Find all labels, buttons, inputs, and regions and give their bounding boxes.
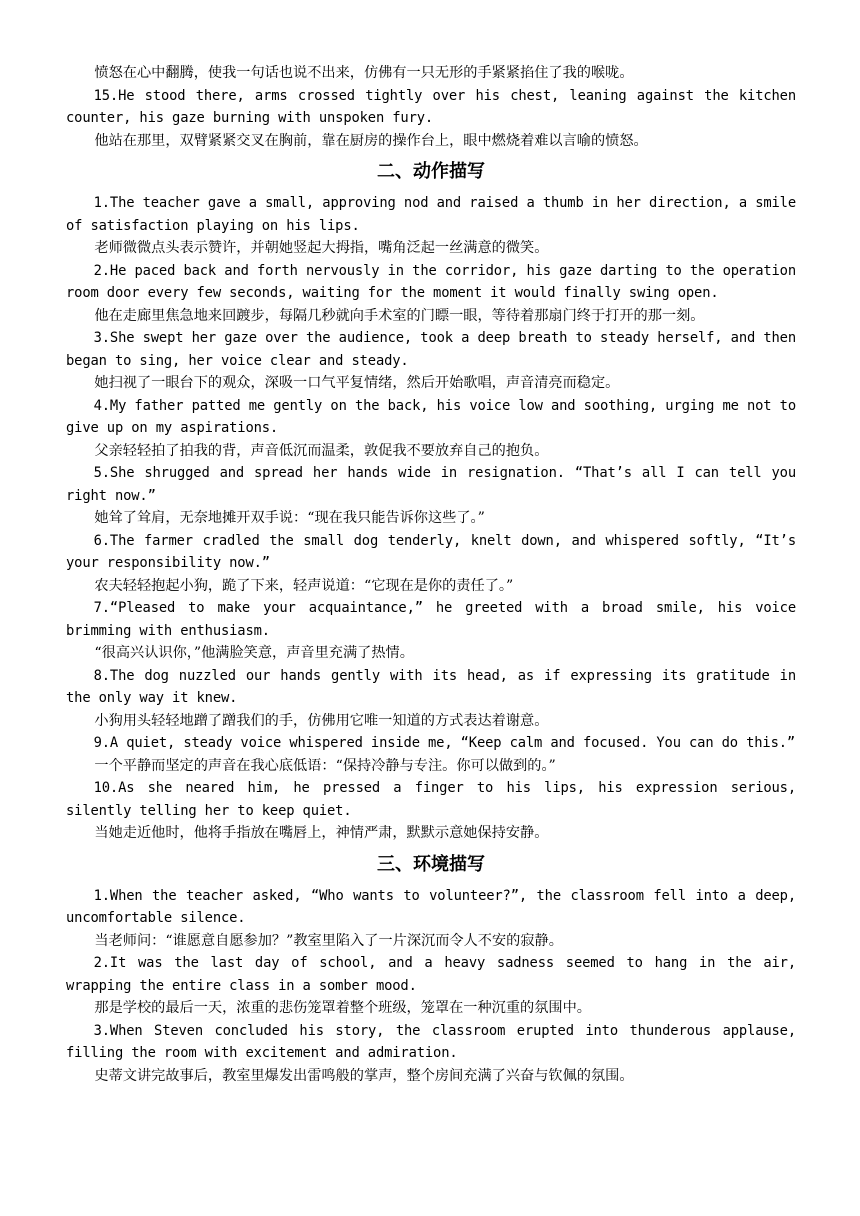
english-sentence: 4.My father patted me gently on the back, his voice low and soothing, urging me not to give up on my aspirations.	[66, 397, 796, 436]
paragraph-group-action	[66, 192, 796, 845]
english-sentence: 15.He stood there, arms crossed tightly over his chest, leaning against the kitchen counter, his gaze burning with unspoken fury.	[66, 87, 796, 126]
english-sentence: 7.“Pleased to make your acquaintance,” he greeted with a broad smile, his voice brimming with enthusiasm.	[66, 600, 796, 639]
english-sentence: 2.It was the last day of school, and a heavy sadness seemed to hang in the air, wrapping the entire class in a somber mood.	[66, 955, 796, 994]
english-sentence: 8.The dog nuzzled our hands gently with its head, as if expressing its gratitude in the only way it knew.	[66, 667, 796, 706]
chinese-translation: 她扫视了一眼台下的观众，深吸一口气平复情绪，然后开始歌唱，声音清亮而稳定。	[94, 375, 620, 391]
chinese-translation: “很高兴认识你，”他满脸笑意，声音里充满了热情。	[94, 645, 414, 661]
chinese-translation: 当她走近他时，他将手指放在嘴唇上，神情严肃，默默示意她保持安静。	[94, 825, 549, 841]
chinese-translation: 她耸了耸肩，无奈地摊开双手说：“现在我只能告诉你这些了。”	[94, 510, 485, 526]
chinese-translation: 他站在那里，双臂紧紧交叉在胸前，靠在厨房的操作台上，眼中燃烧着难以言喻的愤怒。	[94, 132, 648, 149]
section-heading-action: 二、动作描写	[377, 161, 485, 182]
english-sentence: 2.He paced back and forth nervously in the corridor, his gaze darting to the operation room door every few seconds, waiting for the moment it would finally swing open.	[66, 262, 796, 301]
section-heading-environment: 三、环境描写	[377, 853, 485, 875]
english-sentence: 1.When the teacher asked, “Who wants to volunteer?”, the classroom fell into a deep, uncomfortable silence.	[66, 887, 796, 926]
chinese-translation: 一个平静而坚定的声音在我心底低语：“保持冷静与专注。你可以做到的。”	[94, 757, 556, 774]
english-sentence: 6.The farmer cradled the small dog tenderly, knelt down, and whispered softly, “It’s your responsibility now.”	[66, 532, 796, 571]
english-sentence: 10.As she neared him, he pressed a finger to his lips, his expression serious, silently telling her to keep quiet.	[66, 780, 796, 819]
chinese-translation: 小狗用头轻轻地蹭了蹭我们的手，仿佛用它唯一知道的方式表达着谢意。	[94, 712, 549, 729]
chinese-translation: 农夫轻轻抱起小狗，跪了下来，轻声说道：“它现在是你的责任了。”	[94, 577, 514, 594]
chinese-translation: 当老师问：“谁愿意自愿参加？”教室里陷入了一片深沉而令人不安的寂静。	[94, 932, 563, 949]
english-sentence: 3.She swept her gaze over the audience, took a deep breath to steady herself, and then began to sing, her voice clear and steady.	[66, 330, 796, 369]
chinese-translation: 愤怒在心中翻腾，使我一句话也说不出来，仿佛有一只无形的手紧紧掐住了我的喉咙。	[94, 65, 634, 81]
chinese-translation: 那是学校的最后一天，浓重的悲伤笼罩着整个班级，笼罩在一种沉重的氛围中。	[94, 1000, 591, 1016]
paragraph-group-environment	[66, 885, 796, 1088]
chinese-translation: 父亲轻轻拍了拍我的背，声音低沉而温柔，敦促我不要放弃自己的抱负。	[94, 442, 549, 459]
english-sentence: 5.She shrugged and spread her hands wide in resignation. “That’s all I can tell you right now.”	[66, 465, 796, 504]
chinese-translation: 老师微微点头表示赞许，并朝她竖起大拇指，嘴角泛起一丝满意的微笑。	[94, 240, 549, 256]
english-sentence: 1.The teacher gave a small, approving nod and raised a thumb in her direction, a smile of satisfaction playing on his lips.	[66, 195, 796, 234]
chinese-translation: 他在走廊里焦急地来回踱步，每隔几秒就向手术室的门瞟一眼，等待着那扇门终于打开的那一刻。	[94, 307, 705, 324]
chinese-translation: 史蒂文讲完故事后，教室里爆发出雷鸣般的掌声，整个房间充满了兴奋与钦佩的氛围。	[94, 1067, 634, 1084]
english-sentence: 9.A quiet, steady voice whispered inside me, “Keep calm and focused. You can do this.”	[93, 735, 796, 751]
paragraph-group-intro	[66, 62, 796, 152]
english-sentence: 3.When Steven concluded his story, the classroom erupted into thunderous applause, filling the room with excitement and admiration.	[66, 1022, 796, 1061]
